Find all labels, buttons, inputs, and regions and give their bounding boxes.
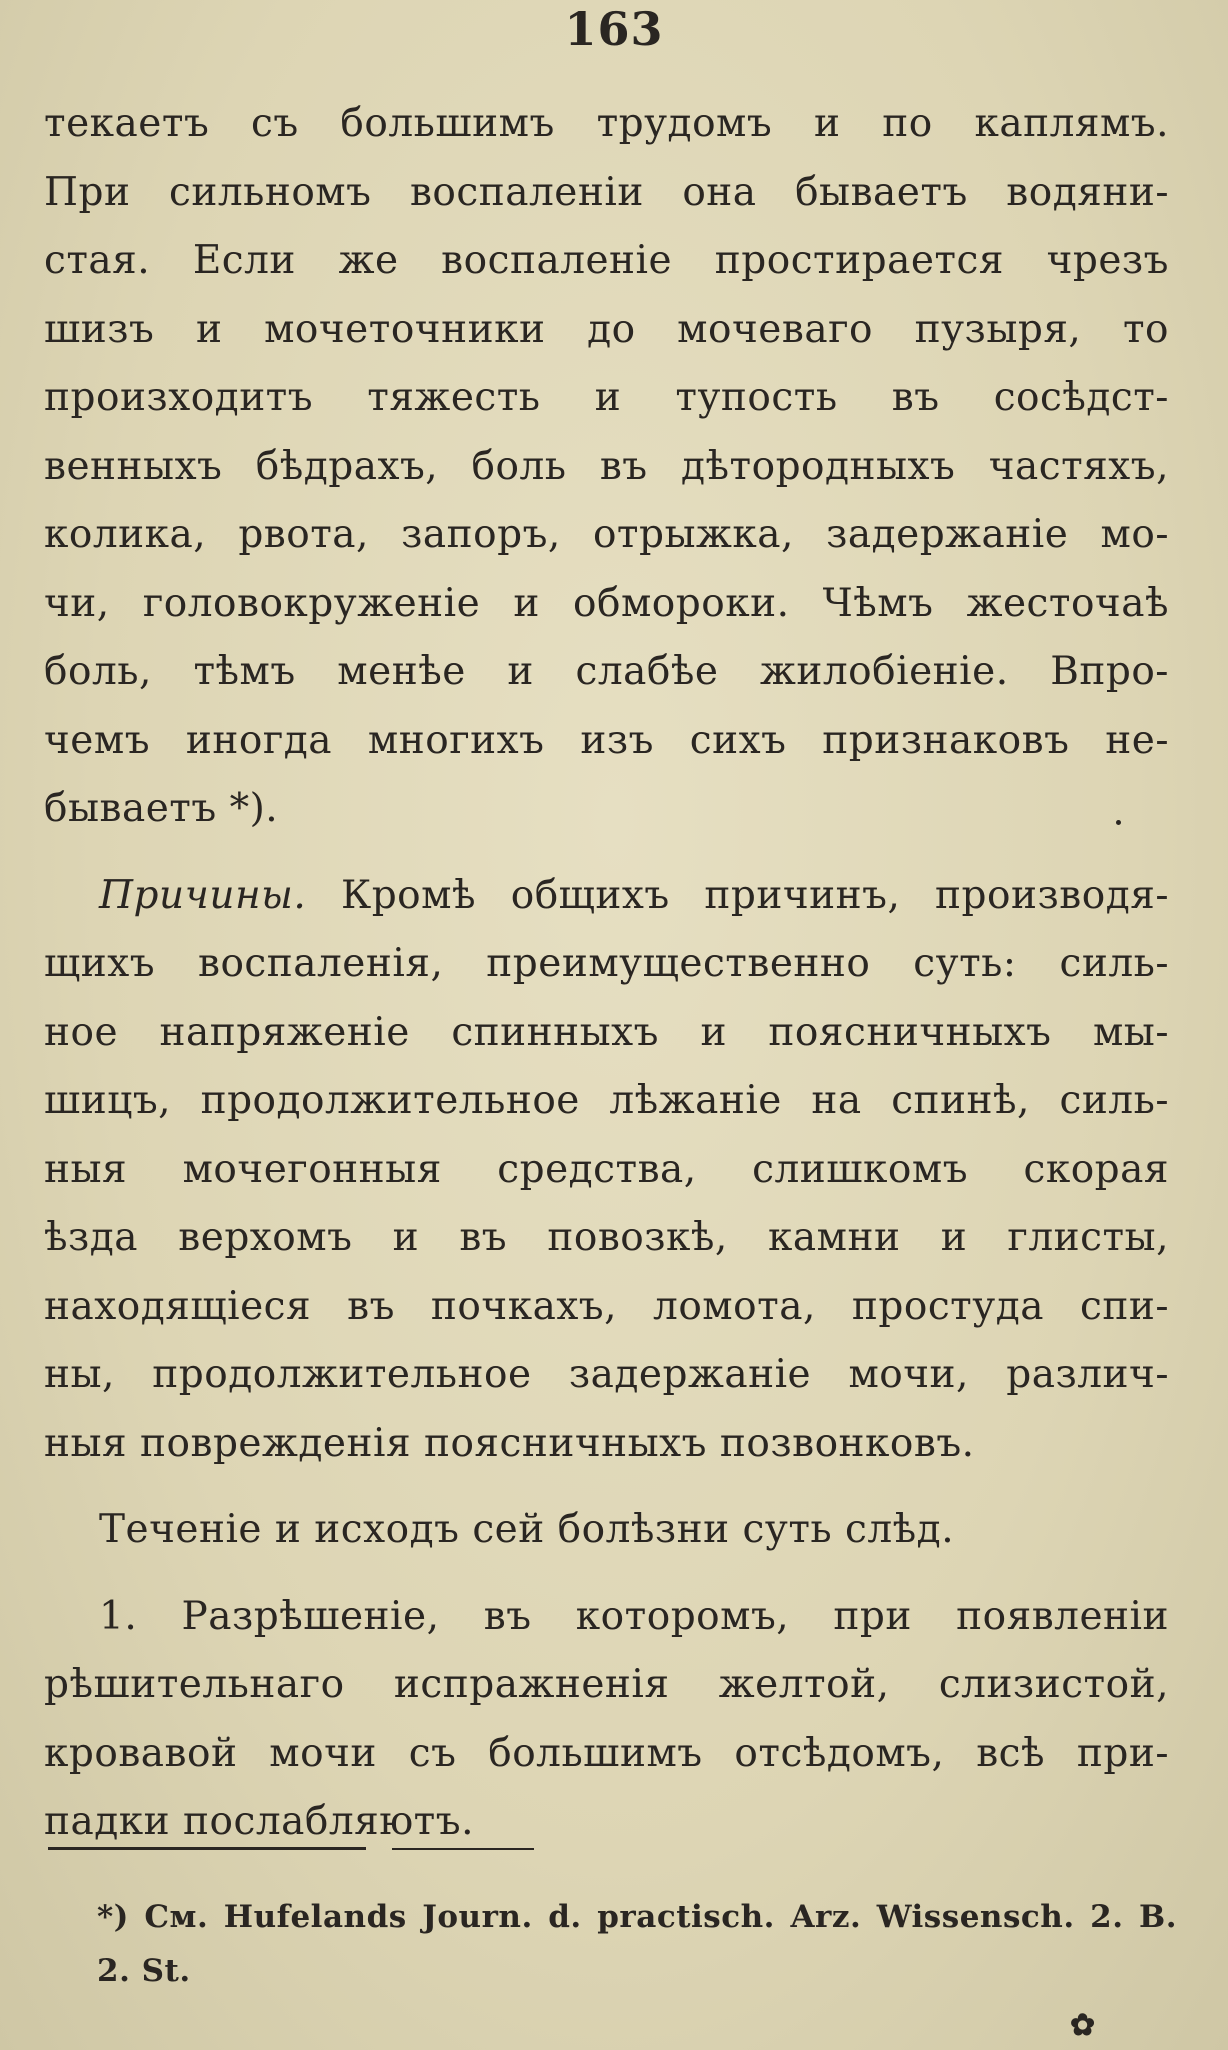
text-line: текаетъ съ большимъ трудомъ и по каплямъ. bbox=[44, 101, 1169, 146]
footnote-rule-short bbox=[392, 1848, 534, 1850]
ornament-icon: ✿ bbox=[1070, 2008, 1096, 2043]
text-line: чи, головокруженіе и обмороки. Чѣмъ жесточаѣ bbox=[44, 580, 1169, 626]
text-line: кровавой мочи съ большимъ отсѣдомъ, всѣ при- bbox=[44, 1730, 1169, 1776]
text-line: ныя мочегонныя средства, слишкомъ скорая bbox=[44, 1146, 1169, 1192]
footnote-line: 2. St. bbox=[97, 1953, 191, 1989]
paragraph-first-line: Кромѣ общихъ причинъ, производя- bbox=[341, 872, 1169, 918]
body-text bbox=[44, 90, 1169, 1857]
text-line: 1. Разрѣшеніе, въ которомъ, при появленіи bbox=[99, 1593, 1169, 1639]
ink-speck bbox=[1116, 820, 1121, 825]
text-line: находящіеся въ почкахъ, ломота, простуда спи- bbox=[44, 1283, 1169, 1329]
text-line: ѣзда верхомъ и въ повозкѣ, камни и глисты, bbox=[44, 1215, 1169, 1260]
paragraph-4 bbox=[44, 1583, 1169, 1857]
text-line: ное напряженіе спинныхъ и поясничныхъ мы- bbox=[44, 1009, 1169, 1055]
text-line: боль, тѣмъ менѣе и слабѣе жилобіеніе. Впро- bbox=[44, 649, 1169, 694]
text-line: щихъ воспаленія, преимущественно суть: силь- bbox=[44, 941, 1169, 986]
text-line: ныя поврежденія поясничныхъ позвонковъ. bbox=[44, 1420, 975, 1466]
text-line: стая. Если же воспаленіе простирается чрезъ bbox=[44, 238, 1169, 283]
text-line: венныхъ бѣдрахъ, боль въ дѣтородныхъ частяхъ, bbox=[44, 443, 1169, 489]
paragraph-lead: Причины. bbox=[99, 872, 307, 918]
paragraph-3 bbox=[44, 1496, 1169, 1565]
text-line: При сильномъ воспаленіи она бываетъ водяни- bbox=[44, 169, 1169, 215]
footnote-rule bbox=[48, 1847, 366, 1850]
text-line: ны, продолжительное задержаніе мочи, различ- bbox=[44, 1352, 1169, 1397]
text-line: рѣшительнаго испражненія желтой, слизистой, bbox=[44, 1662, 1169, 1707]
paragraph-2 bbox=[44, 862, 1169, 1479]
text-line: бываетъ *). bbox=[44, 786, 279, 831]
text-line: шизъ и мочеточники до мочеваго пузыря, то bbox=[44, 306, 1169, 352]
page-number: 163 bbox=[564, 2, 664, 56]
footnote bbox=[97, 1890, 1177, 1998]
text-line: шицъ, продолжительное лѣжаніе на спинѣ, силь- bbox=[44, 1078, 1169, 1123]
text-line: Теченіе и исходъ сей болѣзни суть слѣд. bbox=[99, 1507, 955, 1552]
footnote-line: *) См. Hufelands Journ. d. practisch. Arz. Wissensch. 2. B. bbox=[97, 1899, 1177, 1935]
text-line: колика, рвота, запоръ, отрыжка, задержаніе мо- bbox=[44, 512, 1169, 557]
paragraph-1 bbox=[44, 90, 1169, 844]
text-line bbox=[44, 862, 1169, 931]
text-line: чемъ иногда многихъ изъ сихъ признаковъ не- bbox=[44, 717, 1169, 763]
text-line: произходитъ тяжесть и тупость въ сосѣдст- bbox=[44, 375, 1169, 420]
text-line: падки послабляютъ. bbox=[44, 1799, 474, 1844]
